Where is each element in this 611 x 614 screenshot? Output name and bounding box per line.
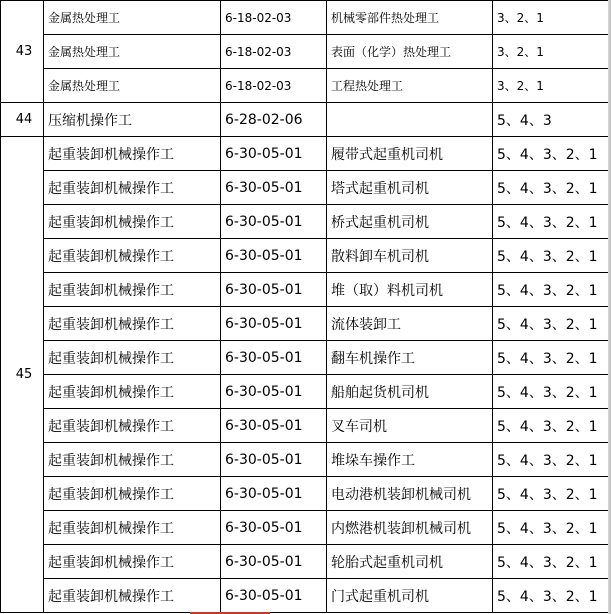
occupation-cell: 起重装卸机械操作工 <box>44 239 221 273</box>
occupation-cell: 起重装卸机械操作工 <box>44 307 221 341</box>
levels-cell: 5、4、3、2、1 <box>493 443 609 477</box>
occupation-cell: 起重装卸机械操作工 <box>44 137 221 171</box>
table-row <box>1 545 609 579</box>
table-row <box>1 375 609 409</box>
occupation-cell: 压缩机操作工 <box>44 103 221 137</box>
code-cell: 6-30-05-01 <box>221 545 327 579</box>
levels-cell: 5、4、3、2、1 <box>493 171 609 205</box>
table-row <box>1 205 609 239</box>
specialty-cell: 堆垛车操作工 <box>327 443 493 477</box>
specialty-cell: 门式起重机司机 <box>327 579 493 613</box>
levels-cell: 5、4、3、2、1 <box>493 477 609 511</box>
specialty-cell: 表面（化学）热处理工 <box>327 35 493 69</box>
specialty-cell: 内燃港机装卸机械司机 <box>327 511 493 545</box>
levels-cell: 3、2、1 <box>493 69 609 103</box>
occupation-cell: 起重装卸机械操作工 <box>44 511 221 545</box>
specialty-cell: 轮胎式起重机司机 <box>327 545 493 579</box>
group-number-cell: 45 <box>1 137 44 613</box>
table-row <box>1 443 609 477</box>
code-cell: 6-18-02-03 <box>221 69 327 103</box>
levels-cell: 5、4、3、2、1 <box>493 273 609 307</box>
code-cell: 6-18-02-03 <box>221 35 327 69</box>
levels-cell: 3、2、1 <box>493 35 609 69</box>
specialty-cell: 塔式起重机司机 <box>327 171 493 205</box>
table-row <box>1 579 609 613</box>
code-cell: 6-30-05-01 <box>221 477 327 511</box>
code-cell: 6-30-05-01 <box>221 409 327 443</box>
table-row <box>1 69 609 103</box>
group-number-cell: 43 <box>1 1 44 103</box>
occupation-cell: 金属热处理工 <box>44 35 221 69</box>
table-row <box>1 341 609 375</box>
levels-cell: 5、4、3、2、1 <box>493 409 609 443</box>
levels-cell: 5、4、3、2、1 <box>493 205 609 239</box>
occupation-cell: 起重装卸机械操作工 <box>44 273 221 307</box>
levels-cell: 5、4、3、2、1 <box>493 511 609 545</box>
specialty-cell: 电动港机装卸机械司机 <box>327 477 493 511</box>
table-row <box>1 273 609 307</box>
table-row <box>1 307 609 341</box>
code-cell: 6-30-05-01 <box>221 511 327 545</box>
table-body <box>1 1 609 613</box>
specialty-cell: 桥式起重机司机 <box>327 205 493 239</box>
table-row <box>1 409 609 443</box>
occupation-cell: 起重装卸机械操作工 <box>44 409 221 443</box>
occupation-cell: 起重装卸机械操作工 <box>44 375 221 409</box>
code-cell: 6-30-05-01 <box>221 307 327 341</box>
code-cell: 6-30-05-01 <box>221 341 327 375</box>
code-cell: 6-30-05-01 <box>221 239 327 273</box>
specialty-cell: 散料卸车机司机 <box>327 239 493 273</box>
code-cell: 6-30-05-01 <box>221 137 327 171</box>
levels-cell: 5、4、3、2、1 <box>493 341 609 375</box>
code-cell: 6-30-05-01 <box>221 375 327 409</box>
occupation-cell: 起重装卸机械操作工 <box>44 477 221 511</box>
levels-cell: 5、4、3、2、1 <box>493 137 609 171</box>
occupation-cell: 金属热处理工 <box>44 69 221 103</box>
specialty-cell: 工程热处理工 <box>327 69 493 103</box>
table-row <box>1 35 609 69</box>
code-cell: 6-30-05-01 <box>221 171 327 205</box>
occupation-cell: 起重装卸机械操作工 <box>44 171 221 205</box>
occupation-cell: 起重装卸机械操作工 <box>44 579 221 613</box>
occupation-cell: 起重装卸机械操作工 <box>44 341 221 375</box>
table-row <box>1 103 609 137</box>
code-cell: 6-30-05-01 <box>221 579 327 613</box>
specialty-cell: 船舶起货机司机 <box>327 375 493 409</box>
specialty-cell: 履带式起重机司机 <box>327 137 493 171</box>
levels-cell: 3、2、1 <box>493 1 609 35</box>
specialty-cell: 翻车机操作工 <box>327 341 493 375</box>
specialty-cell: 叉车司机 <box>327 409 493 443</box>
levels-cell: 5、4、3、2、1 <box>493 545 609 579</box>
code-cell: 6-28-02-06 <box>221 103 327 137</box>
specialty-cell: 堆（取）料机司机 <box>327 273 493 307</box>
table-row <box>1 137 609 171</box>
table-row <box>1 477 609 511</box>
levels-cell: 5、4、3、2、1 <box>493 239 609 273</box>
table-row <box>1 171 609 205</box>
code-cell: 6-30-05-01 <box>221 273 327 307</box>
group-number-cell: 44 <box>1 103 44 137</box>
occupation-cell: 起重装卸机械操作工 <box>44 205 221 239</box>
occupation-cell: 金属热处理工 <box>44 1 221 35</box>
levels-cell: 5、4、3、2、1 <box>493 375 609 409</box>
code-cell: 6-30-05-01 <box>221 205 327 239</box>
specialty-cell <box>327 103 493 137</box>
specialty-cell: 机械零部件热处理工 <box>327 1 493 35</box>
occupation-cell: 起重装卸机械操作工 <box>44 545 221 579</box>
levels-cell: 5、4、3 <box>493 103 609 137</box>
specialty-cell: 流体装卸工 <box>327 307 493 341</box>
table-row <box>1 1 609 35</box>
code-cell: 6-18-02-03 <box>221 1 327 35</box>
levels-cell: 5、4、3、2、1 <box>493 307 609 341</box>
levels-cell: 5、4、3、2、1 <box>493 579 609 613</box>
occupation-cell: 起重装卸机械操作工 <box>44 443 221 477</box>
code-cell: 6-30-05-01 <box>221 443 327 477</box>
table-row <box>1 239 609 273</box>
table-row <box>1 511 609 545</box>
